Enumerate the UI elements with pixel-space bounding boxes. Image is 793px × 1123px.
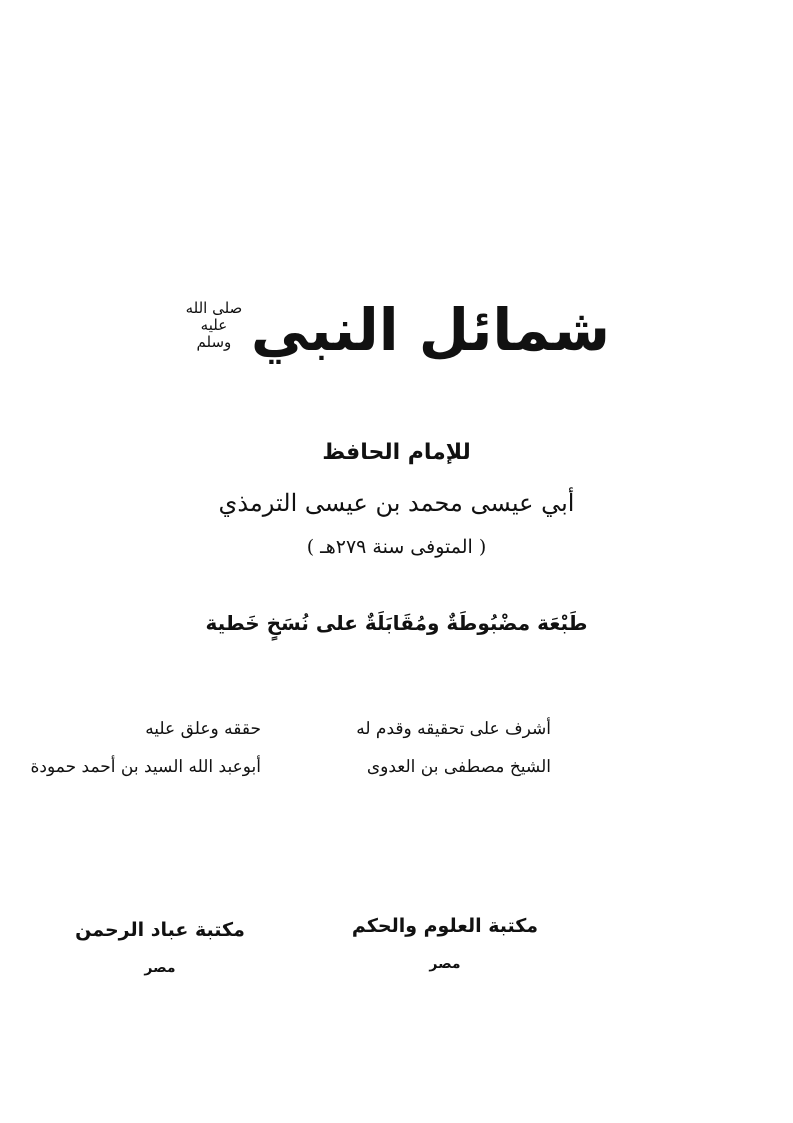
author-name: أبي عيسى محمد بن عيسى الترمذي xyxy=(218,489,575,517)
publisher-ibad-rahman xyxy=(75,915,245,979)
edition-statement: طَبْعَة مضْبُوطَةٌ ومُقَابَلَةٌ على نُسَخٍ خَطية xyxy=(205,611,588,635)
supervisor-role: أشرف على تحقيقه وقدم له xyxy=(356,719,551,739)
supervisor-credit xyxy=(356,716,551,780)
author-death-note: ( المتوفى سنة ٢٧٩هـ ) xyxy=(306,536,487,558)
author-label: للإمام الحافظ xyxy=(322,440,471,465)
publisher-ulum-hikam xyxy=(350,911,540,975)
editor-role: حققه وعلق عليه xyxy=(145,719,261,739)
book-title-block xyxy=(0,290,793,370)
editor-name: أبوعبد الله السيد بن أحمد حمودة xyxy=(30,757,261,777)
honorific-glyph: صلى الله عليه وسلم xyxy=(185,299,243,351)
book-title: شمائل النبي xyxy=(250,296,611,364)
publisher-city: مصر xyxy=(429,956,461,972)
supervisor-name: الشيخ مصطفى بن العدوى xyxy=(366,757,551,777)
editor-credit xyxy=(31,716,261,780)
publisher-name: مكتبة عباد الرحمن xyxy=(75,919,245,941)
publisher-city: مصر xyxy=(144,960,176,976)
publisher-name: مكتبة العلوم والحكم xyxy=(351,915,539,937)
